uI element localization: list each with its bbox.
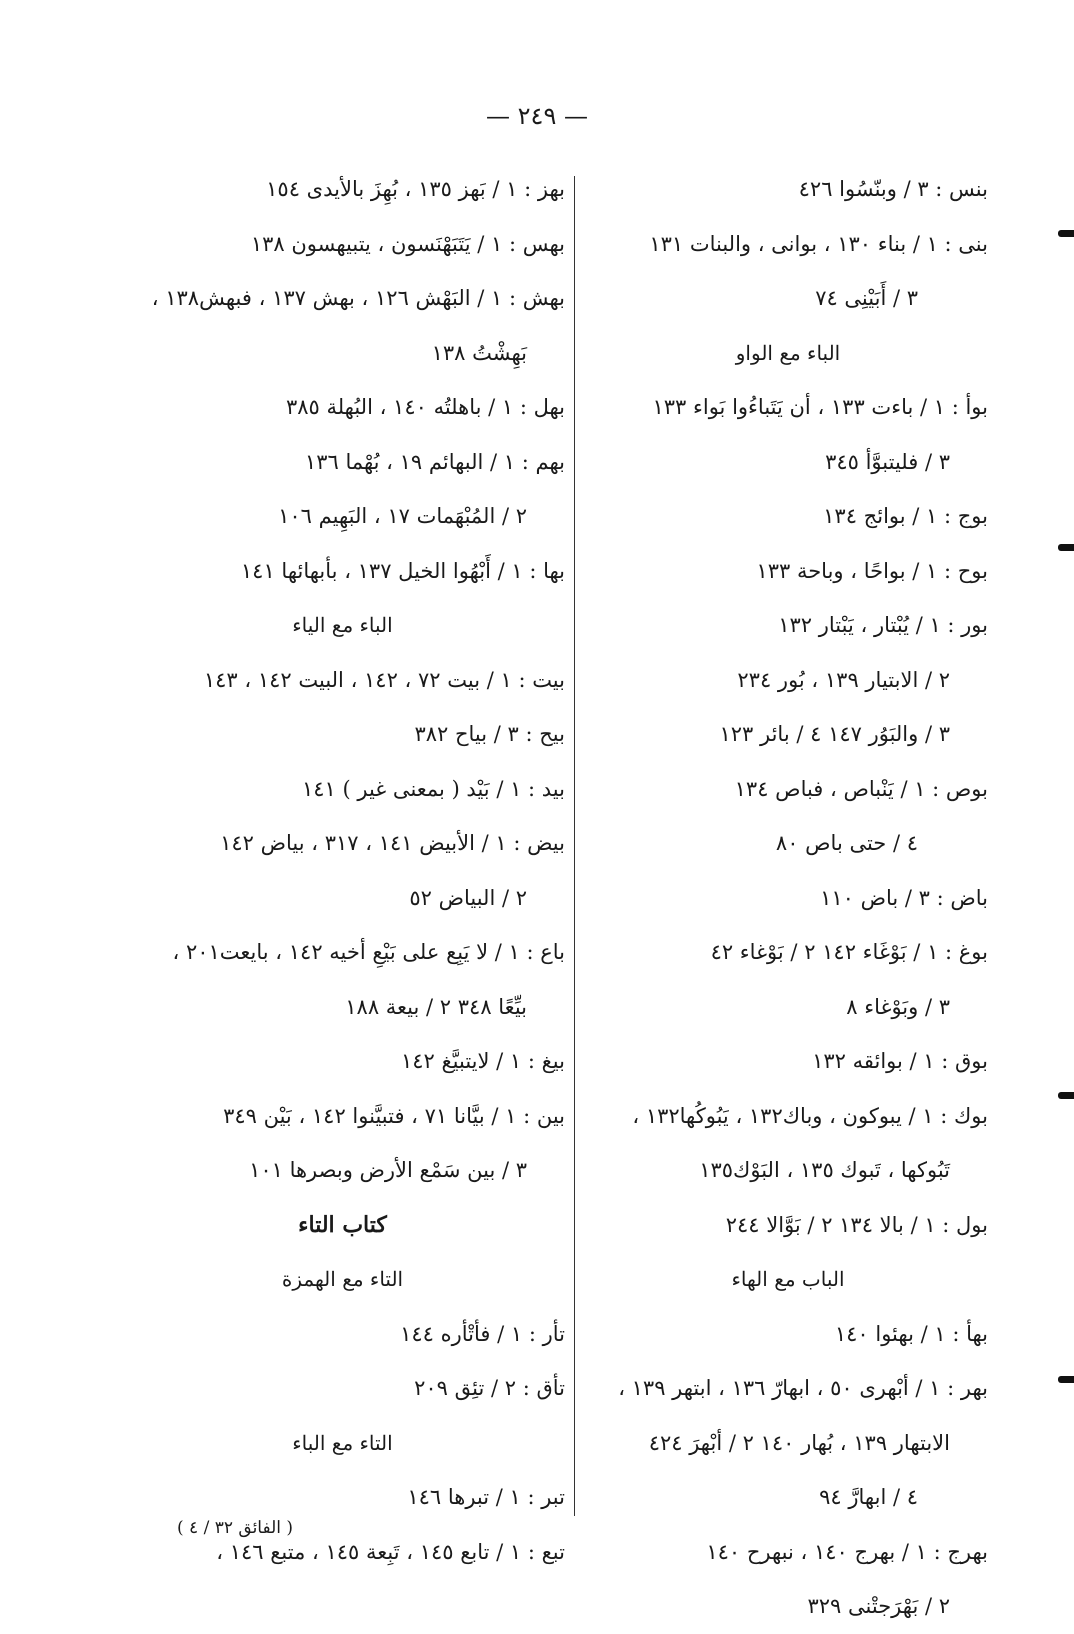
- index-entry: ٢ / الابتيار ١٣٩ ، بُور ٢٣٤: [737, 667, 950, 692]
- index-entry: ٤ / ابهارَّ ٩٤: [819, 1485, 918, 1509]
- index-entry: ٢ / المُبْهَمات ١٧ ، البَهِيم ١٠٦: [278, 504, 527, 528]
- index-entry: ٤ / حتى باص ٨٠: [775, 831, 918, 855]
- index-entry: بيح : ٣ / بياح ٣٨٢: [414, 722, 565, 746]
- index-entry: ٢ / البياض ٥٢: [409, 885, 527, 910]
- index-entry: بول : ١ / بالا ١٣٤ ٢ / بَوَّالا ٢٤٤: [725, 1212, 988, 1237]
- index-entry: بوأ : ١ / باءت ١٣٣ ، أن يَتَباءُوا بَواء ١٣٣: [652, 395, 988, 419]
- index-entry: ٣ / فليتبوَّأ ٣٤٥: [825, 449, 950, 474]
- index-entry: بنس : ٣ / وبنّسُوا ٤٢٦: [798, 177, 988, 201]
- index-entry: بوج : ١ / بوائج ١٣٤: [823, 504, 988, 528]
- index-entry: بهش : ١ / البَهْش ١٢٦ ، بهش ١٣٧ ، فبهش١٣٨ ،: [151, 286, 565, 310]
- index-entry: بها : ١ / أَبْهُوا الخيل ١٣٧ ، بأبهائها ١٤١: [240, 558, 565, 583]
- index-entry: ٣ / وبَوْغاء ٨: [846, 994, 950, 1019]
- margin-mark: [1058, 544, 1074, 551]
- index-entry: بَهِشْتُ ١٣٨: [431, 340, 527, 365]
- index-entry: بين : ١ / بيَّانا ٧١ ، فتبيَّنوا ١٤٢ ، بَيْن ٣٤٩: [223, 1103, 565, 1128]
- index-column-left: [120, 162, 565, 1579]
- index-entry: ٣ / أَبَيْنِى ٧٤: [815, 286, 918, 310]
- index-entry: بيض : ١ / الأبيض ١٤١ ، ٣١٧ ، بياض ١٤٢: [220, 831, 565, 855]
- column-divider: [574, 176, 575, 1516]
- index-entry: بيد : ١ / بَيْد ( بمعنى غير ) ١٤١: [301, 776, 565, 801]
- index-entry: بهر : ١ / أبْهرى ٥٠ ، ابهارّ ١٣٦ ، ابتهر ١٣٩ ،: [618, 1376, 988, 1400]
- index-entry: بوك : ١ / يبوكون ، وباك١٣٢ ، يَبُوكُها١٣٢ ،: [632, 1103, 988, 1128]
- index-entry: باض : ٣ / باض ١١٠: [820, 885, 988, 910]
- section-heading: كتاب التاء: [298, 1211, 387, 1238]
- index-entry: الابتهار ١٣٩ ، بُهار ١٤٠ ٢ / أبْهرَ ٤٢٤: [648, 1430, 950, 1455]
- margin-mark: [1058, 1092, 1074, 1099]
- section-heading: الباب مع الهاء: [731, 1267, 845, 1291]
- section-heading: التاء مع الهمزة: [281, 1267, 404, 1291]
- index-entry: تَبُوكها ، تَبوك ١٣٥ ، البَوْك١٣٥: [699, 1158, 950, 1182]
- index-entry: تبع : ١ / تابع ١٤٥ ، تَبِعة ١٤٥ ، متبع ١٤٦ ،: [216, 1539, 565, 1564]
- index-entry: بهس : ١ / يَتَبَهْنَسون ، يتبيهسون ١٣٨: [250, 231, 565, 256]
- index-entry: تأق : ٢ / تئِق ٢٠٩: [414, 1376, 565, 1400]
- index-entry: بيِّعًا ٣٤٨ ٢ / بيعة ١٨٨: [345, 994, 527, 1019]
- index-entry: ٢ / بَهْرَجتْنى ٣٢٩: [807, 1594, 950, 1618]
- index-entry: بيغ : ١ / لايتبيَّغ ١٤٢: [400, 1049, 565, 1073]
- index-entry: بوغ : ١ / بَوْغَاء ١٤٢ ٢ / بَوْغاء ٤٢: [710, 940, 988, 964]
- index-entry: باع : ١ / لا يَبِع على بَيْعِ أخيه ١٤٢ ، بايعت٢٠١ ،: [172, 940, 565, 964]
- index-entry: بهل : ١ / باهلتُه ١٤٠ ، البُهلة ٣٨٥: [285, 395, 565, 419]
- index-entry: بهم : ١ / البهائم ١٩ ، بُهْما ١٣٦: [304, 449, 565, 474]
- index-entry: بوق : ١ / بوائقه ١٣٢: [812, 1049, 988, 1073]
- index-entry: تبر : ١ / تبرها ١٤٦: [407, 1485, 565, 1509]
- index-entry: بوح : ١ / بواحًا ، وباحة ١٣٣: [756, 558, 988, 583]
- index-entry: بوص : ١ / يَنْباص ، فباص ١٣٤: [734, 776, 988, 801]
- index-entry: بنى : ١ / بناء ١٣٠ ، بوانى ، والبنات ١٣١: [649, 231, 988, 256]
- index-column-right: [588, 162, 988, 1634]
- index-entry: تأر : ١ / فأتْأره ١٤٤: [400, 1321, 565, 1346]
- margin-mark: [1058, 230, 1074, 237]
- index-entry: بور : ١ / يُبْتار ، يَبْتار ١٣٢: [778, 613, 988, 637]
- index-entry: بهأ : ١ / بهئوا ١٤٠: [834, 1321, 988, 1346]
- section-heading: التاء مع الباء: [292, 1430, 393, 1455]
- index-entry: بهرج : ١ / بهرج ١٤٠ ، نبهرح ١٤٠: [706, 1539, 988, 1564]
- section-heading: الباء مع الواو: [735, 340, 841, 365]
- margin-mark: [1058, 1376, 1074, 1383]
- index-entry: بهز : ١ / بَهز ١٣٥ ، بُهِزَ بالأيدى ١٥٤: [266, 177, 565, 201]
- index-entry: ٣ / والبَوُر ١٤٧ ٤ / بائر ١٢٣: [719, 722, 950, 746]
- index-entry: بيت : ١ / بيت ٧٢ ، ١٤٢ ، البيت ١٤٢ ، ١٤٣: [203, 667, 565, 692]
- footer-signature: ( الفائق ٣٢ / ٤ ): [176, 1518, 294, 1538]
- index-entry: ٣ / بين سَمْع الأرض وبصرها ١٠١: [249, 1158, 527, 1182]
- page-number: — ٢٤٩ —: [486, 102, 588, 130]
- section-heading: الباء مع الياء: [292, 613, 393, 637]
